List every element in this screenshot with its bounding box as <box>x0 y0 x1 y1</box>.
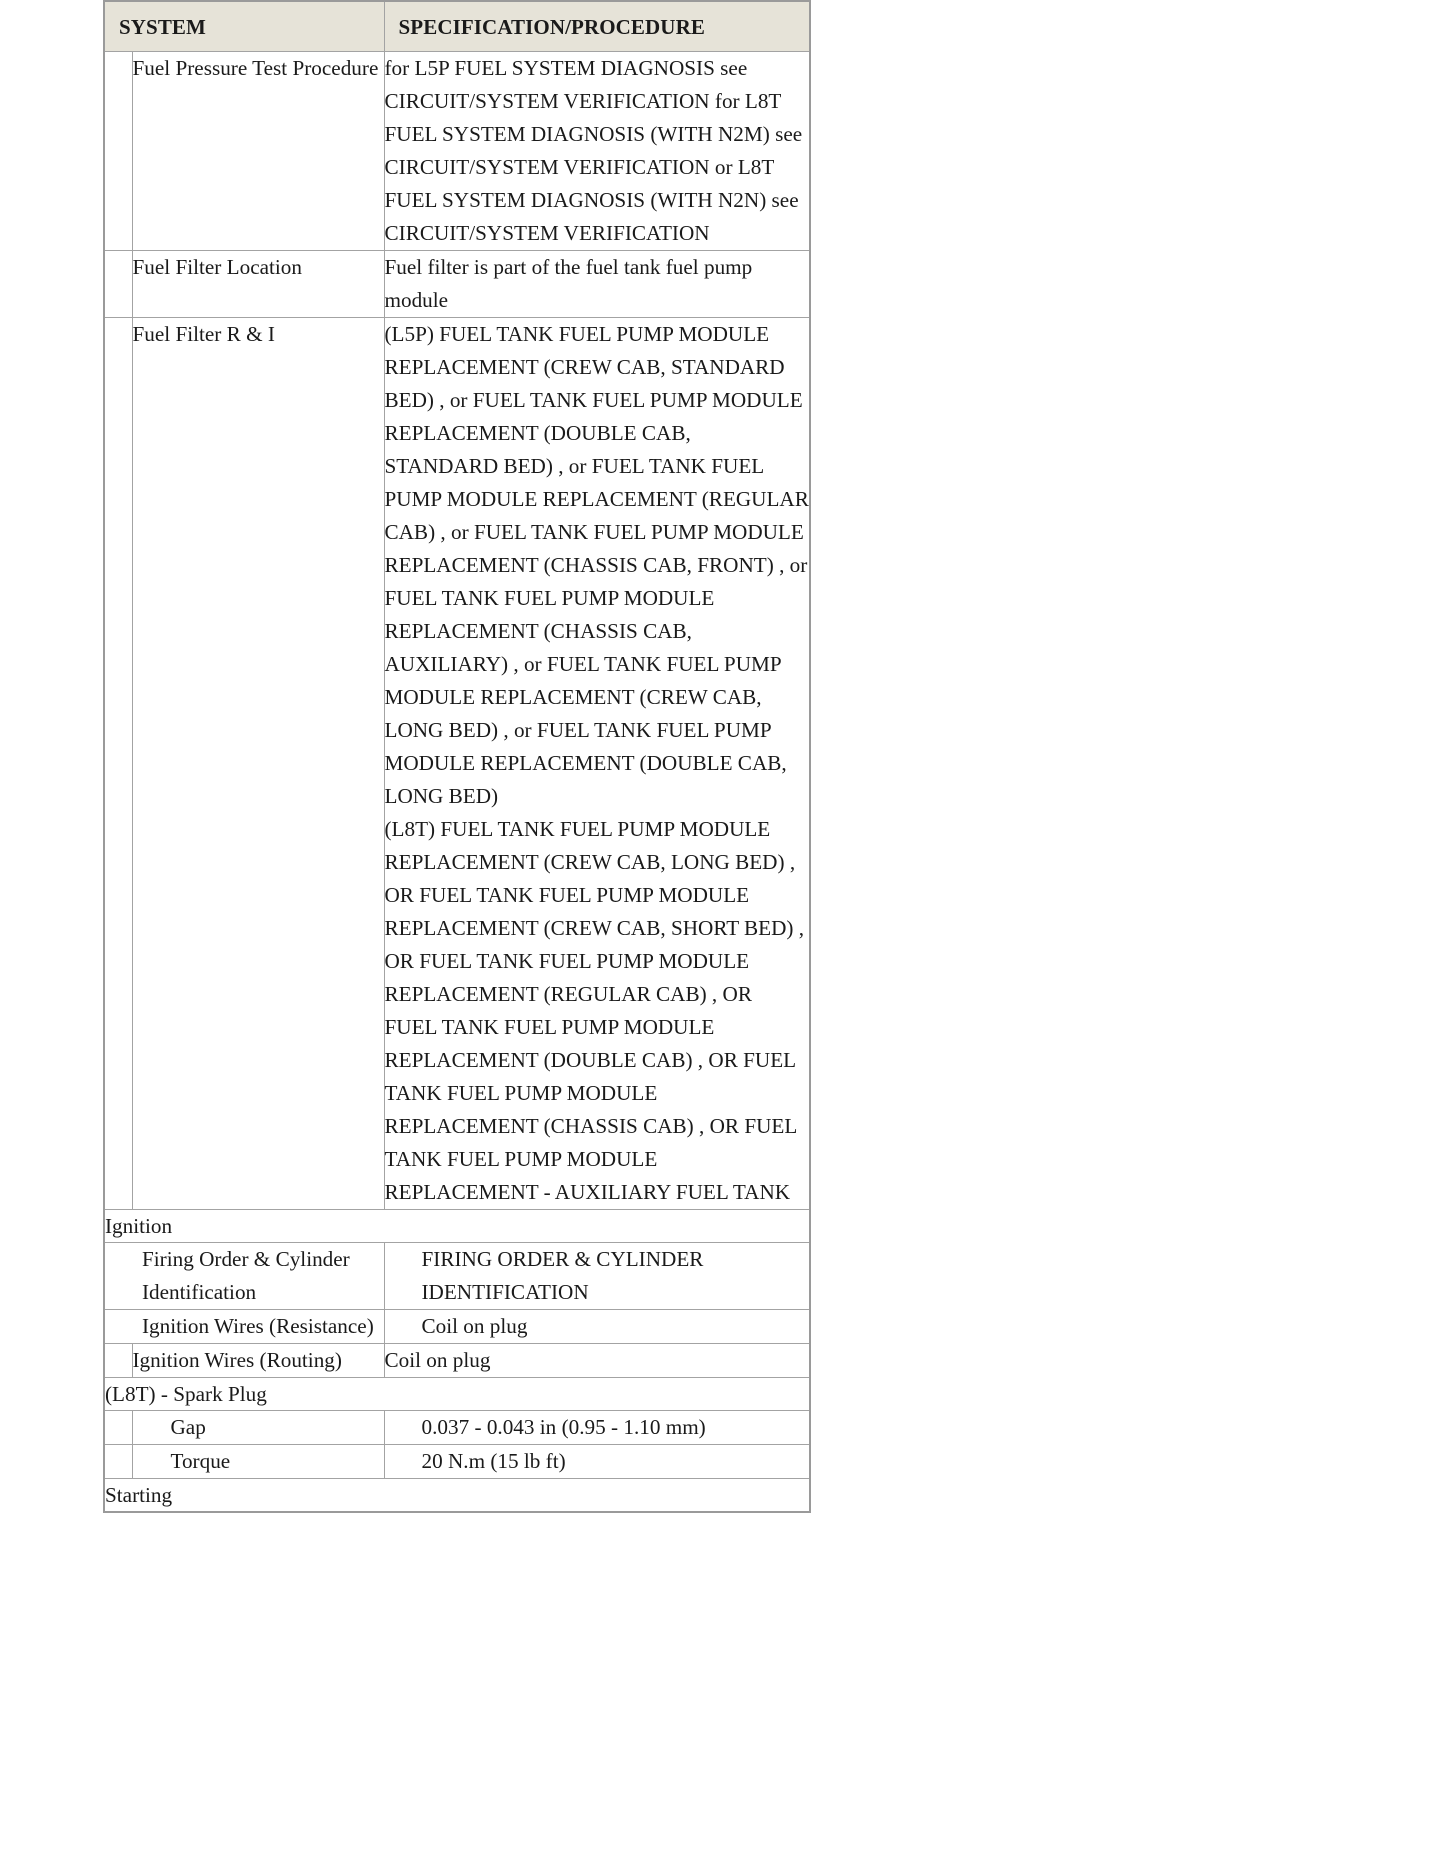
table-row-firing-order <box>104 1243 810 1310</box>
system-name: Fuel Filter Location <box>132 251 384 318</box>
section-row-starting <box>104 1479 810 1513</box>
specification: for L5P FUEL SYSTEM DIAGNOSIS see CIRCUIT/SYSTEM VERIFICATION for L8T FUEL SYSTEM DIAGNOSIS (WITH N2M) see CIRCUIT/SYSTEM VERIFICATION or L8T FUEL SYSTEM DIAGNOSIS (WITH N2N) see CIRCUIT/SYSTEM VERIFICATION <box>384 52 810 251</box>
system-name: Gap <box>132 1411 384 1445</box>
system-name: Torque <box>132 1445 384 1479</box>
specification: 0.037 - 0.043 in (0.95 - 1.10 mm) <box>384 1411 810 1445</box>
indent-cell <box>104 1344 132 1378</box>
header-specification: SPECIFICATION/PROCEDURE <box>384 1 810 52</box>
spec-paragraph-l8t: (L8T) FUEL TANK FUEL PUMP MODULE REPLACEMENT (CREW CAB, LONG BED) , OR FUEL TANK FUEL PUMP MODULE REPLACEMENT (CREW CAB, SHORT BED) , OR FUEL TANK FUEL PUMP MODULE REPLACEMENT (REGULAR CAB) , OR FUEL TANK FUEL PUMP MODULE REPLACEMENT (DOUBLE CAB) , OR FUEL TANK FUEL PUMP MODULE REPLACEMENT (CHASSIS CAB) , OR FUEL TANK FUEL PUMP MODULE REPLACEMENT - AUXILIARY FUEL TANK <box>384 817 805 1204</box>
table-row-ignition-wires-routing <box>104 1344 810 1378</box>
indent-cell <box>104 251 132 318</box>
specification: FIRING ORDER & CYLINDER IDENTIFICATION <box>384 1243 810 1310</box>
header-system: SYSTEM <box>104 1 384 52</box>
section-title: (L8T) - Spark Plug <box>104 1378 810 1411</box>
section-title: Ignition <box>104 1210 810 1243</box>
table-row-ignition-wires-resistance <box>104 1310 810 1344</box>
section-row-ignition <box>104 1210 810 1243</box>
section-row-spark-plug <box>104 1378 810 1411</box>
specification: Fuel filter is part of the fuel tank fuel pump module <box>384 251 810 318</box>
specification-table <box>103 0 811 1513</box>
specification: Coil on plug <box>384 1344 810 1378</box>
system-name: Ignition Wires (Routing) <box>132 1344 384 1378</box>
system-name: Fuel Pressure Test Procedure <box>132 52 384 251</box>
table-row-gap <box>104 1411 810 1445</box>
system-name: Ignition Wires (Resistance) <box>104 1310 384 1344</box>
system-name: Firing Order & Cylinder Identification <box>104 1243 384 1310</box>
spec-paragraph-l5p: (L5P) FUEL TANK FUEL PUMP MODULE REPLACEMENT (CREW CAB, STANDARD BED) , or FUEL TANK FUEL PUMP MODULE REPLACEMENT (DOUBLE CAB, STANDARD BED) , or FUEL TANK FUEL PUMP MODULE REPLACEMENT (REGULAR CAB) , or FUEL TANK FUEL PUMP MODULE REPLACEMENT (CHASSIS CAB, FRONT) , or FUEL TANK FUEL PUMP MODULE REPLACEMENT (CHASSIS CAB, AUXILIARY) , or FUEL TANK FUEL PUMP MODULE REPLACEMENT (CREW CAB, LONG BED) , or FUEL TANK FUEL PUMP MODULE REPLACEMENT (DOUBLE CAB, LONG BED) <box>384 322 809 808</box>
specification <box>384 318 810 1210</box>
indent-cell <box>104 318 132 1210</box>
indent-cell <box>104 1411 132 1445</box>
system-name: Fuel Filter R & I <box>132 318 384 1210</box>
table-row-fuel-pressure <box>104 52 810 251</box>
table-row-fuel-filter-location <box>104 251 810 318</box>
table-header-row <box>104 1 810 52</box>
specification: 20 N.m (15 lb ft) <box>384 1445 810 1479</box>
section-title: Starting <box>104 1479 810 1513</box>
indent-cell <box>104 1445 132 1479</box>
specification: Coil on plug <box>384 1310 810 1344</box>
table-row-torque <box>104 1445 810 1479</box>
indent-cell <box>104 52 132 251</box>
table-row-fuel-filter-ri <box>104 318 810 1210</box>
